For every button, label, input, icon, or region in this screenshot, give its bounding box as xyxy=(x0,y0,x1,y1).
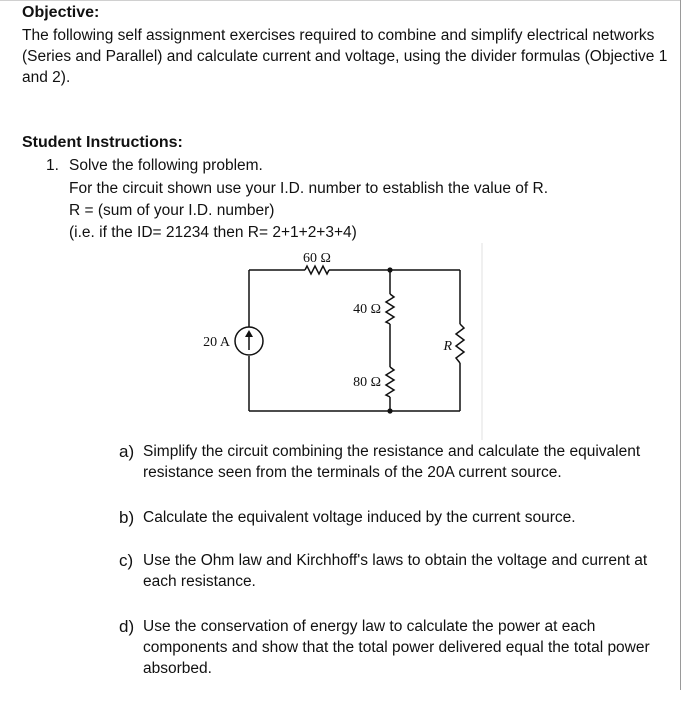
question-letter: d) xyxy=(119,617,135,636)
question-text: Calculate the equivalent voltage induced by the current source. xyxy=(143,509,576,526)
list-number: 1. xyxy=(46,157,59,174)
resistor-r xyxy=(456,324,464,363)
instruction-line-2: R = (sum of your I.D. number) xyxy=(69,202,275,219)
question-text: Use the Ohm law and Kirchhoff's laws to obtain the voltage and current at each resistance. xyxy=(143,552,648,590)
question-letter: a) xyxy=(119,442,135,461)
question-letter: b) xyxy=(119,508,135,527)
objective-text: The following self assignment exercises required to combine and simplify electrical networks (Series and Parallel) and calculate current and voltage, using the divider formulas (Objective 1 and 2). xyxy=(22,27,668,86)
list-item-text: Solve the following problem. xyxy=(69,157,263,174)
question-letter: c) xyxy=(119,551,134,570)
objective-heading: Objective: xyxy=(22,4,100,21)
node-top xyxy=(387,267,392,272)
question-d xyxy=(119,616,664,679)
resistor-40-ohm xyxy=(386,294,394,324)
instruction-line-3: (i.e. if the ID= 21234 then R= 2+1+2+3+4) xyxy=(69,224,357,241)
label-60-ohm: 60 Ω xyxy=(303,251,331,266)
resistor-60-ohm xyxy=(305,266,329,274)
question-c xyxy=(119,550,664,592)
question-text: Use the conservation of energy law to calculate the power at each components and show that the total power delivered equal the total power absorbed. xyxy=(143,618,650,677)
label-20-amp: 20 A xyxy=(203,335,230,350)
question-a xyxy=(119,441,664,483)
label-r: R xyxy=(443,339,452,354)
instruction-line-1: For the circuit shown use your I.D. number to establish the value of R. xyxy=(69,180,549,197)
question-b xyxy=(119,507,664,528)
question-text: Simplify the circuit combining the resistance and calculate the equivalent resistance seen from the terminals of the 20A current source. xyxy=(143,443,641,481)
label-80-ohm: 80 Ω xyxy=(353,375,381,390)
resistor-80-ohm xyxy=(386,367,394,397)
label-40-ohm: 40 Ω xyxy=(353,302,381,317)
instructions-heading: Student Instructions: xyxy=(22,134,183,151)
node-bottom xyxy=(387,408,392,413)
